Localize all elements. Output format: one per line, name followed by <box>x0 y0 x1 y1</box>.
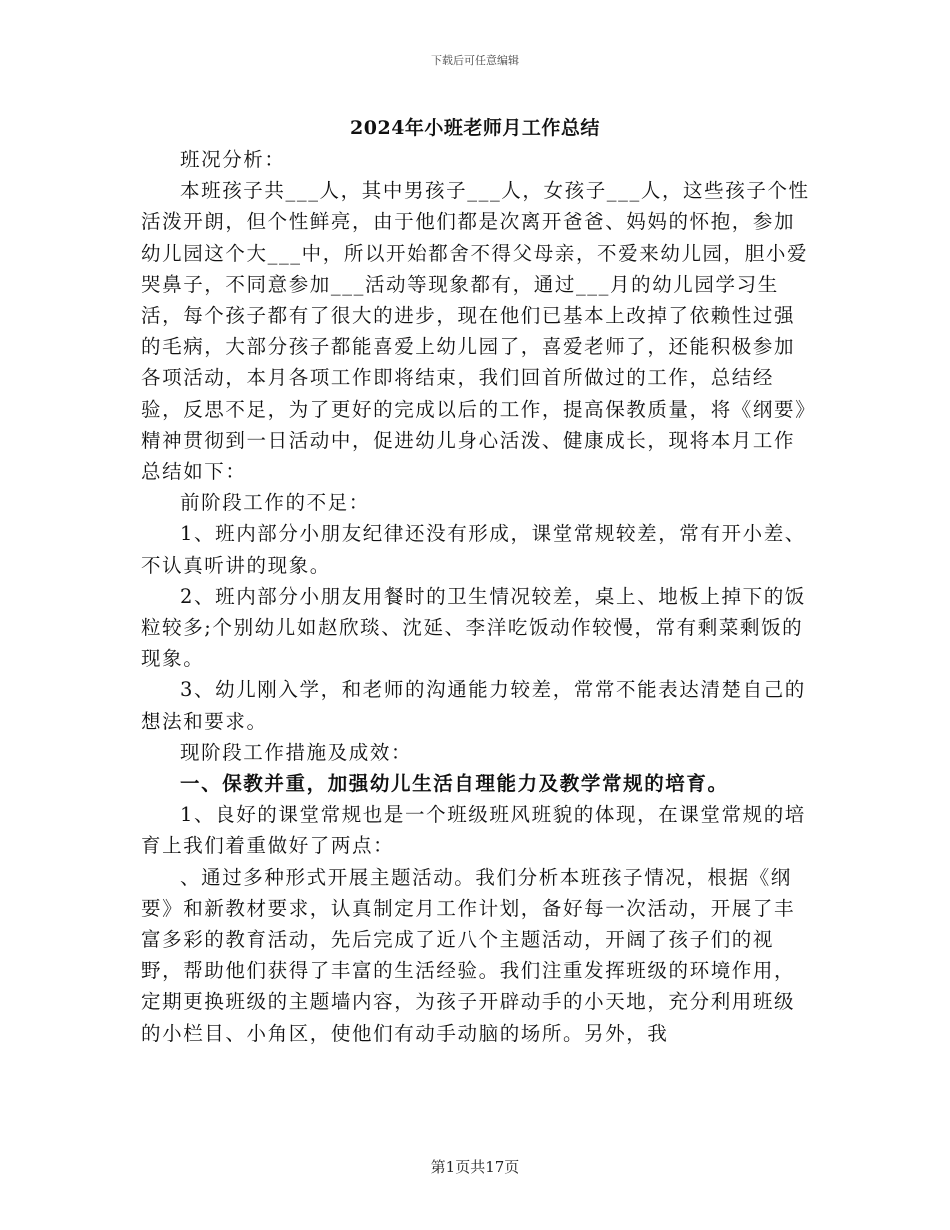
document-title: 2024年小班老师月工作总结 <box>350 117 600 139</box>
section-heading-shortcomings: 前阶段工作的不足： <box>180 491 370 515</box>
document-body <box>141 144 813 1049</box>
section-heading-measures: 现阶段工作措施及成效： <box>180 740 413 764</box>
list-item-shortcoming-3: 3、幼儿刚入学，和老师的沟通能力较差，常常不能表达清楚自己的想法和要求。 <box>141 678 806 733</box>
list-item-measure-1: 1、良好的课堂常规也是一个班级班风班貌的体现，在课堂常规的培育上我们着重做好了两点： <box>141 803 806 858</box>
page-header-note: 下载后可任意编辑 <box>431 54 519 67</box>
page-number: 第1页共17页 <box>430 1158 520 1176</box>
list-item-shortcoming-2: 2、班内部分小朋友用餐时的卫生情况较差，桌上、地板上掉下的饭粒较多;个别幼儿如赵欣琰、沈延、李洋吃饭动作较慢，常有剩菜剩饭的现象。 <box>141 584 806 671</box>
paragraph-class-overview: 本班孩子共___人，其中男孩子___人，女孩子___人，这些孩子个性活泼开朗，但个性鲜亮，由于他们都是次离开爸爸、妈妈的怀抱，参加幼儿园这个大___中，所以开始都舍不得父母亲，不爱来幼儿园，胆小爱哭鼻子，不同意参加___活动等现象都有，通过___月的幼儿园学习生活，每个孩子都有了很大的进步，现在他们已基本上改掉了依赖性过强的毛病，大部分孩子都能喜爱上幼儿园了，喜爱老师了，还能积极参加各项活动，本月各项工作即将结束，我们回首所做过的工作，总结经验，反思不足，为了更好的完成以后的工作，提高保教质量，将《纲要》精神贯彻到一日活动中，促进幼儿身心活泼、健康成长，现将本月工作总结如下： <box>141 179 810 484</box>
list-item-shortcoming-1: 1、班内部分小朋友纪律还没有形成，课堂常规较差，常有开小差、不认真听讲的现象。 <box>141 522 806 577</box>
paragraph-theme-activities: 、通过多种形式开展主题活动。我们分析本班孩子情况，根据《纲要》和新教材要求，认真制定月工作计划，备好每一次活动，开展了丰富多彩的教育活动，先后完成了近八个主题活动，开阔了孩子们的视野，帮助他们获得了丰富的生活经验。我们注重发挥班级的环境作用，定期更换班级的主题墙内容，为孩子开辟动手的小天地，充分利用班级的小栏目、小角区，使他们有动手动脑的场所。另外，我 <box>141 865 796 1045</box>
section-heading-class-analysis: 班况分析： <box>180 148 286 171</box>
subsection-heading-1: 一、保教并重，加强幼儿生活自理能力及教学常规的培育。 <box>180 772 729 796</box>
